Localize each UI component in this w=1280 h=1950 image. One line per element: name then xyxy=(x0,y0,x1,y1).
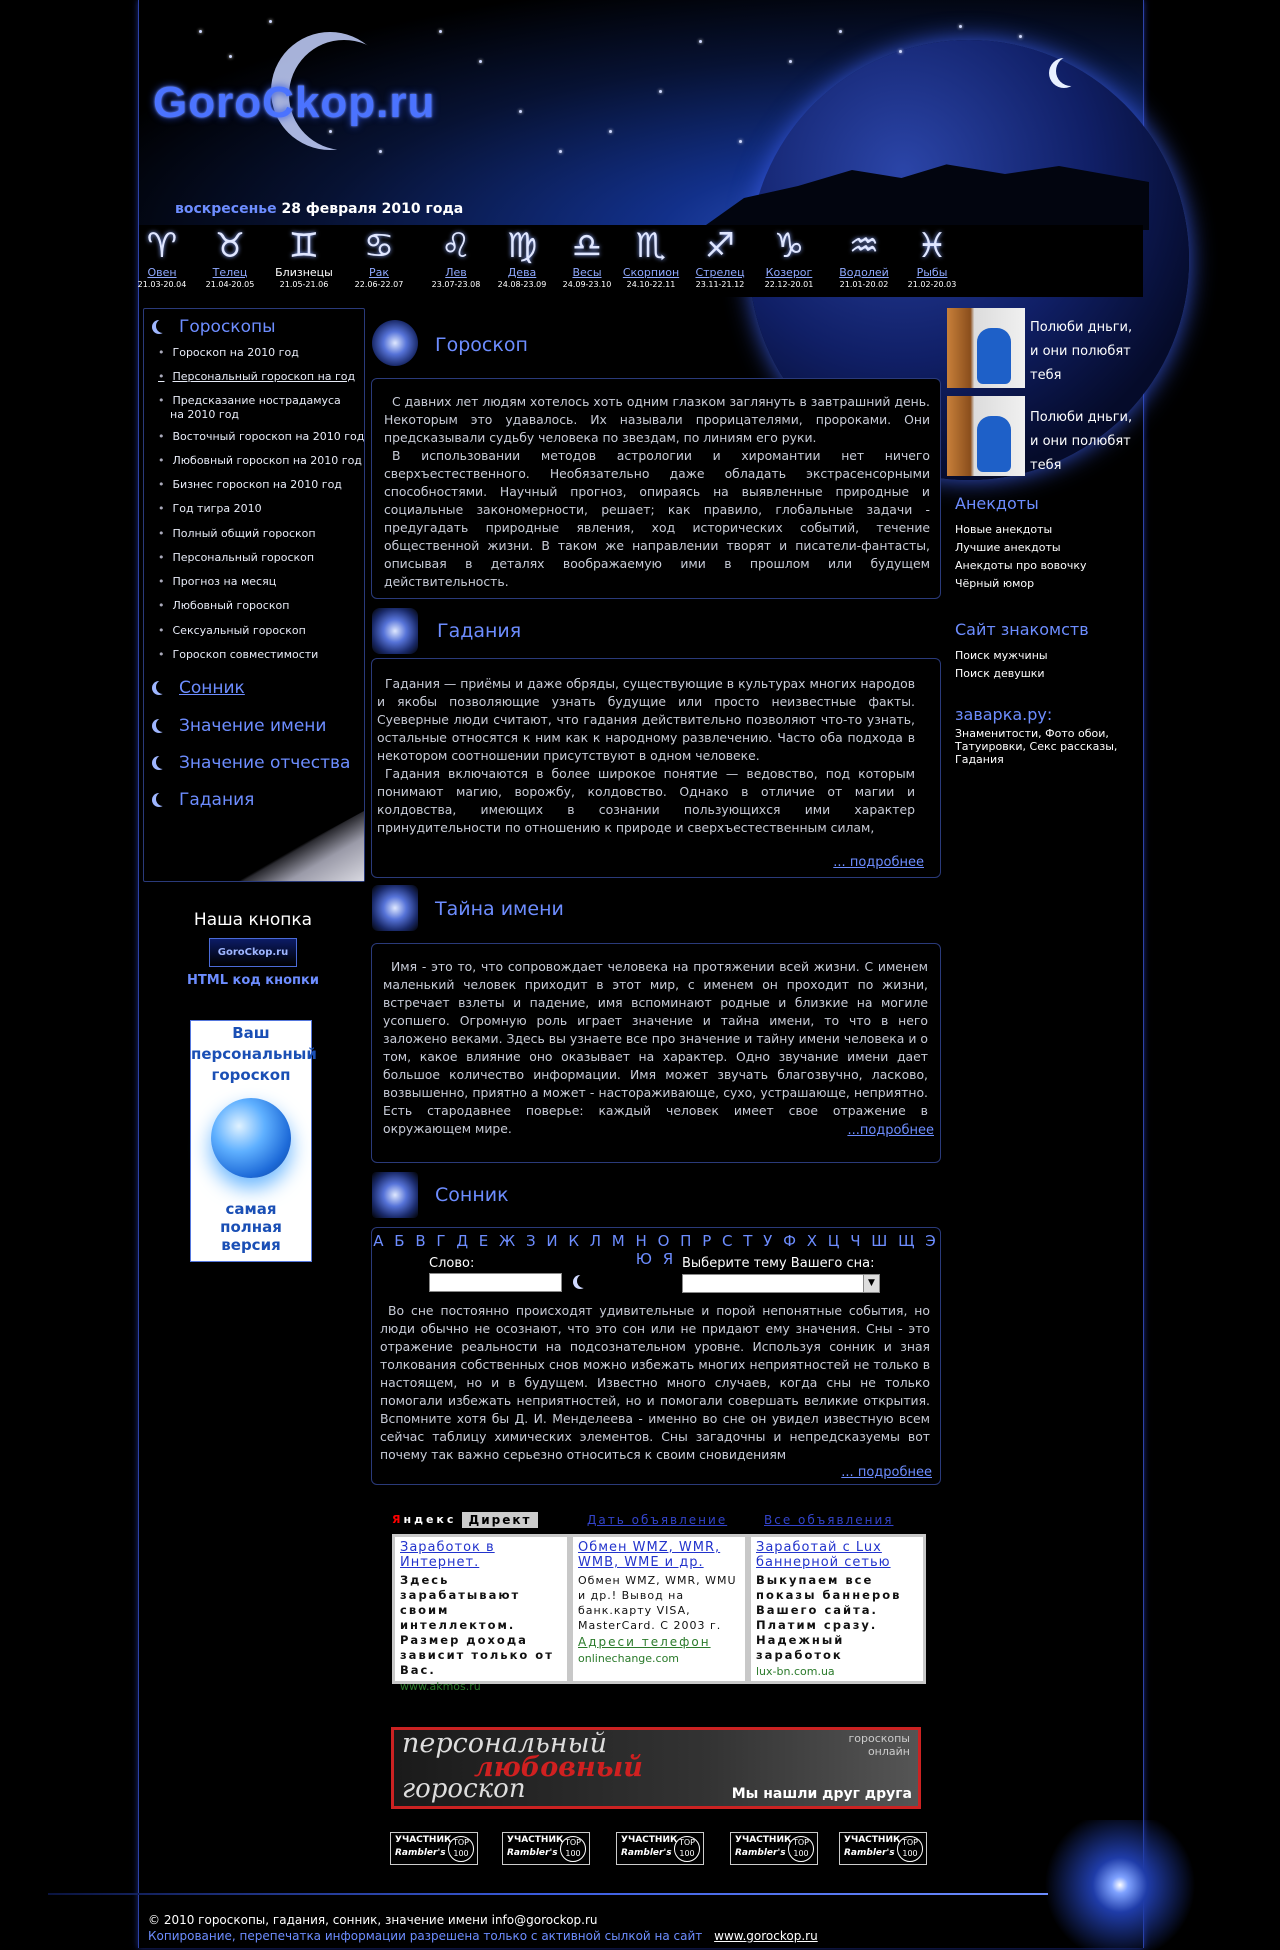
name-secret-more-link[interactable]: ...подробнее xyxy=(847,1123,934,1138)
ad-url[interactable]: www.akmos.ru xyxy=(400,1680,481,1693)
give-ad-link[interactable]: Дать объявление xyxy=(587,1513,728,1527)
moon-icon xyxy=(156,680,170,694)
zodiac-glyph-icon: ♋ xyxy=(363,226,395,266)
zodiac-dates: 21.05-21.06 xyxy=(279,280,329,289)
zodiac-sign[interactable] xyxy=(685,225,755,291)
star-flare-decoration xyxy=(1000,1820,1200,1950)
zodiac-sign[interactable] xyxy=(616,225,686,291)
divination-more-link[interactable]: ... подробнее xyxy=(833,855,924,870)
ad-top-line-2: персональный xyxy=(191,1045,317,1063)
counter-badge: TOP 100 xyxy=(674,1836,700,1862)
zodiac-dates: 24.09-23.10 xyxy=(562,280,612,289)
our-button-block xyxy=(143,910,363,988)
dating-link[interactable]: Поиск девушки xyxy=(955,667,1045,680)
section-title-dreambook: Сонник xyxy=(435,1184,509,1206)
site-button-image[interactable]: GoroCkop.ru xyxy=(209,938,297,967)
menu-item[interactable]: • Любовный гороскоп на 2010 год xyxy=(158,454,362,467)
jokes-link[interactable]: Анекдоты про вовочку xyxy=(955,559,1087,572)
ad-description: Обмен WMZ, WMR, WMU и др.! Вывод на банк.карту VISA, MasterCard. С 2003 г. xyxy=(578,1574,737,1632)
rambler-counter[interactable] xyxy=(390,1832,478,1865)
zodiac-glyph-icon: ♈ xyxy=(146,226,178,266)
zodiac-sign[interactable] xyxy=(552,225,622,291)
counter-badge: TOP 100 xyxy=(897,1836,923,1862)
ad-title[interactable]: Обмен WMZ, WMR, WMB, WME и др. xyxy=(578,1540,721,1570)
yandex-ad-2[interactable] xyxy=(570,1534,748,1684)
jokes-link[interactable]: Лучшие анекдоты xyxy=(955,541,1061,554)
horoscope-box xyxy=(371,378,941,599)
horoscope-paragraph-1: С давних лет людям хотелось хоть одним глазком заглянуть в завтрашний день. Некоторым это удавалось. Их называли прорицателями, пророками. Они предсказывали судьбу человека по звездам, по линиям его руки. xyxy=(384,394,930,445)
zodiac-dates: 23.07-23.08 xyxy=(431,280,481,289)
site-link[interactable]: www.gorockop.ru xyxy=(714,1929,818,1943)
rambler-counter[interactable] xyxy=(502,1832,590,1865)
zodiac-glyph-icon: ♐ xyxy=(704,226,736,266)
menu-item[interactable]: • Персональный гороскоп на год xyxy=(158,370,355,383)
menu-item[interactable]: • Сексуальный гороскоп xyxy=(158,624,306,637)
menu-patronymic-meaning[interactable]: Значение отчества xyxy=(150,753,350,773)
zodiac-dates: 24.10-22.11 xyxy=(626,280,676,289)
zodiac-dates: 22.12-20.01 xyxy=(764,280,814,289)
zodiac-dates: 23.11-21.12 xyxy=(695,280,745,289)
ad-url[interactable]: lux-bn.com.ua xyxy=(756,1665,835,1678)
page-curl-decoration xyxy=(234,811,364,881)
horoscope-paragraph-2: В использовании методов астрологии и хиромантии нет ничего сверхъестественного. Необязательно даже обладать экстрасенсорными способностями. Научный прогноз, опираясь на выявленные природные и социальные закономерности, решает; как правило, глобальные задачи - предугадать природные явления, ход исторических событий, течение общественной жизни. В таком же направлении творят и писатели-фантасты, описывая в деталях воображаемую ими в прошлом или будущем действительность. xyxy=(384,448,930,589)
ad-description: Здесь зарабатывают своим интеллектом. Размер дохода зависит только от Вас. xyxy=(400,1573,554,1677)
zodiac-sign[interactable] xyxy=(344,225,414,291)
jokes-link[interactable]: Чёрный юмор xyxy=(955,577,1035,590)
crystal-ball-icon xyxy=(372,608,418,654)
dream-book-icon xyxy=(372,1172,418,1218)
counter-label: УЧАСТНИК xyxy=(507,1835,564,1845)
zodiac-dates: 21.03-20.04 xyxy=(137,280,187,289)
chevron-down-icon: ▼ xyxy=(863,1275,879,1292)
dating-link[interactable]: Поиск мужчины xyxy=(955,649,1048,662)
rambler-counter[interactable] xyxy=(616,1832,704,1865)
ad-top-line-1: Ваш xyxy=(232,1024,270,1042)
dreambook-alphabet[interactable]: А Б В Г Д Е Ж З И К Л М Н О П Р С Т У Ф Х Ц Ч Ш Щ Э Ю Я xyxy=(373,1232,939,1268)
word-input[interactable] xyxy=(429,1273,562,1292)
zodiac-sign[interactable] xyxy=(754,225,824,291)
menu-item[interactable]: • Любовный гороскоп xyxy=(158,599,289,612)
counter-brand: Rambler's xyxy=(735,1848,786,1858)
counter-badge: TOP 100 xyxy=(448,1836,474,1862)
name-secret-paragraph: Имя - это то, что сопровождает человека на протяжении всей жизни. С именем маленький человек приходит в этот мир, с именем он проходит по жизни, встречает взлеты и падение, имя вспоминают родные и близкие на могиле усопшего. Огромную роль играет значение и тайна имени, то что в него заложено веками. Здесь вы узнаете все про значение и тайну имени человека и о том, какое влияние оно оказывает на характер. Одно звучание имени дает большое количество информации. Имя может звучать благозвучно, ласково, возвышенно, приятно а может - настораживающе, сухо, устрашающе, неприятно. Есть стародавнее поверье: каждый человек имеет свое отражение в окружающем мире. xyxy=(383,959,928,1136)
counter-label: УЧАСТНИК xyxy=(844,1835,901,1845)
zodiac-glyph-icon: ♓ xyxy=(916,226,948,266)
mask-icon xyxy=(372,885,418,931)
zodiac-dates: 24.08-23.09 xyxy=(497,280,547,289)
copyright-text: © 2010 гороскопы, гадания, сонник, значение имени info@gorockop.ru xyxy=(148,1913,598,1927)
zodiac-name[interactable]: Близнецы xyxy=(275,266,333,279)
footer-divider xyxy=(48,1893,1048,1895)
zodiac-name[interactable]: Водолей xyxy=(839,266,889,279)
zavarka-links[interactable]: Знаменитости, Фото обои, Татуировки, Секс рассказы, Гадания xyxy=(955,727,1118,766)
rambler-counter[interactable] xyxy=(839,1832,927,1865)
ad-title[interactable]: Заработай с Lux баннерной сетью xyxy=(756,1540,891,1570)
yandex-direct-tab[interactable]: Директ xyxy=(462,1512,538,1528)
zodiac-glyph-icon: ♎ xyxy=(571,226,603,266)
section-title-divination: Гадания xyxy=(437,620,522,642)
word-label: Слово: xyxy=(429,1256,475,1271)
menu-item[interactable]: на 2010 год xyxy=(170,408,240,421)
current-date xyxy=(175,201,463,217)
rambler-counter[interactable] xyxy=(730,1832,818,1865)
zodiac-name[interactable]: Скорпион xyxy=(622,266,680,279)
zodiac-name[interactable]: Козерог xyxy=(765,266,813,279)
dating-title[interactable]: Сайт знакомств xyxy=(955,620,1089,639)
copy-note-text: Копирование, перепечатка информации разрешена только с активной сылкой на сайт xyxy=(148,1929,703,1943)
menu-item[interactable]: • Гороскоп на 2010 год xyxy=(158,346,299,359)
zodiac-sign[interactable] xyxy=(269,225,339,291)
counter-brand: Rambler's xyxy=(844,1848,895,1858)
divination-paragraph-1: Гадания — приёмы и даже обряды, существующие в культурах многих народов и якобы позволяющие узнать будущие или просто неизвестные факты. Суеверные люди считают, что гадания действительно позволяют что-то узнать, остальные относятся к ним как к народному развлечению. Часто оба подхода в некотором соотношении присутствуют в одном человеке. xyxy=(377,676,915,763)
ad-bottom-line-1: самая xyxy=(225,1200,277,1218)
divination-box xyxy=(371,658,941,878)
horoscope-ad-banner[interactable] xyxy=(190,1020,317,1262)
divination-paragraph-2: Гадания включаются в более широкое понятие — ведовство, под которым понимают магию, ворожбу, колдовство. Однако в отличие от магии и колдовства, имеющих в сознании пользующихся ими характер принудительности по отношению к природе и сверхъестественным силам, xyxy=(377,766,915,835)
zodiac-glyph-icon: ♍ xyxy=(506,226,538,266)
site-logo[interactable]: GoroCkop.ru xyxy=(153,78,436,127)
zodiac-glyph-icon: ♉ xyxy=(214,226,246,266)
search-moon-icon[interactable] xyxy=(577,1274,591,1288)
money-promo-text-1[interactable]: Полюби дньги, и они полюбят тебя xyxy=(1030,320,1133,383)
zodiac-name[interactable]: Телец xyxy=(212,266,248,279)
menu-item[interactable]: • Прогноз на месяц xyxy=(158,575,276,588)
zodiac-name[interactable]: Весы xyxy=(572,266,602,279)
theme-label: Выберите тему Вашего сна: xyxy=(682,1256,875,1271)
counter-badge: TOP 100 xyxy=(788,1836,814,1862)
menu-item[interactable]: • Полный общий гороскоп xyxy=(158,527,316,540)
theme-select[interactable] xyxy=(682,1274,880,1293)
section-title-horoscope: Гороскоп xyxy=(435,334,528,356)
globe-icon xyxy=(211,1098,291,1178)
yandex-ad-1[interactable] xyxy=(392,1534,570,1693)
zodiac-dates: 21.02-20.03 xyxy=(907,280,957,289)
ad-title[interactable]: Заработок в Интернет. xyxy=(400,1540,495,1570)
zodiac-name[interactable]: Рыбы xyxy=(916,266,948,279)
date-text: 28 февраля 2010 года xyxy=(281,201,464,217)
counter-label: УЧАСТНИК xyxy=(735,1835,792,1845)
small-moon-icon xyxy=(1056,56,1086,86)
jokes-link[interactable]: Новые анекдоты xyxy=(955,523,1053,536)
counter-brand: Rambler's xyxy=(507,1848,558,1858)
zodiac-wheel-icon xyxy=(372,320,418,366)
zodiac-glyph-icon: ♑ xyxy=(773,226,805,266)
zodiac-sign[interactable] xyxy=(487,225,557,291)
left-menu xyxy=(143,308,365,882)
ad-bottom-line-2: полная версия xyxy=(220,1218,282,1254)
menu-dreambook[interactable]: Сонник xyxy=(150,678,245,698)
yandex-logo[interactable]: Яндекс xyxy=(392,1513,457,1526)
header-banner xyxy=(139,0,1143,225)
menu-item[interactable]: • Предсказание нострадамуса xyxy=(158,394,341,407)
our-button-title: Наша кнопка xyxy=(193,910,313,930)
counter-label: УЧАСТНИК xyxy=(395,1835,452,1845)
zodiac-sign[interactable] xyxy=(127,225,197,291)
zavarka-title[interactable]: заварка.ру: xyxy=(955,705,1053,724)
menu-item[interactable]: • Год тигра 2010 xyxy=(158,502,262,515)
zodiac-dates: 21.01-20.02 xyxy=(839,280,889,289)
zodiac-sign[interactable] xyxy=(421,225,491,291)
counter-label: УЧАСТНИК xyxy=(621,1835,678,1845)
menu-item[interactable]: • Гороскоп совместимости xyxy=(158,648,318,661)
section-title-name-secret: Тайна имени xyxy=(435,898,564,920)
dreambook-box xyxy=(371,1227,941,1485)
moon-icon xyxy=(156,792,170,806)
dreambook-more-link[interactable]: ... подробнее xyxy=(841,1465,932,1480)
moon-icon xyxy=(156,755,170,769)
banner-corner-text: гороскопы онлайн xyxy=(848,1732,910,1758)
counter-badge: TOP 100 xyxy=(560,1836,586,1862)
menu-name-meaning[interactable]: Значение имени xyxy=(150,716,326,736)
zodiac-bar xyxy=(139,225,1143,297)
moon-icon xyxy=(156,718,170,732)
html-code-link[interactable]: HTML код кнопки xyxy=(187,973,319,988)
ad-address-link[interactable]: Адреси телефон xyxy=(578,1635,711,1649)
zodiac-name[interactable]: Овен xyxy=(147,266,177,279)
yandex-ad-3[interactable] xyxy=(748,1534,926,1684)
zodiac-dates: 21.04-20.05 xyxy=(205,280,255,289)
figure-icon xyxy=(977,416,1011,472)
menu-item[interactable]: • Персональный гороскоп xyxy=(158,551,314,564)
zodiac-name[interactable]: Стрелец xyxy=(695,266,745,279)
zodiac-glyph-icon: ♊ xyxy=(288,226,320,266)
menu-horoscopes-title[interactable]: Гороскопы xyxy=(150,317,276,337)
money-promo-image[interactable] xyxy=(947,396,1025,476)
banner-slogan: Мы нашли друг друга xyxy=(731,1786,912,1802)
zodiac-glyph-icon: ♒ xyxy=(848,226,880,266)
zodiac-glyph-icon: ♌ xyxy=(440,226,472,266)
ad-url[interactable]: onlinechange.com xyxy=(578,1652,680,1665)
zodiac-name[interactable]: Рак xyxy=(368,266,390,279)
banner-line-3: гороскоп xyxy=(402,1774,526,1804)
zodiac-sign[interactable] xyxy=(897,225,967,291)
jokes-title[interactable]: Анекдоты xyxy=(955,494,1039,513)
zodiac-name[interactable]: Дева xyxy=(507,266,537,279)
counter-brand: Rambler's xyxy=(621,1848,672,1858)
money-promo-text-2[interactable]: Полюби дньги, и они полюбят тебя xyxy=(1030,410,1133,473)
moon-icon xyxy=(156,319,170,333)
zodiac-sign[interactable] xyxy=(195,225,265,291)
banner-line-2: любовный xyxy=(474,1752,643,1783)
counter-brand: Rambler's xyxy=(395,1848,446,1858)
zodiac-dates: 22.06-22.07 xyxy=(354,280,404,289)
menu-item[interactable]: • Восточный гороскоп на 2010 год xyxy=(158,430,364,443)
name-secret-box xyxy=(371,943,941,1163)
ad-top-line-3: гороскоп xyxy=(211,1066,291,1084)
love-horoscope-banner[interactable] xyxy=(391,1727,921,1809)
menu-divination[interactable]: Гадания xyxy=(150,790,254,810)
zodiac-sign[interactable] xyxy=(829,225,899,291)
copy-note xyxy=(148,1929,818,1943)
zodiac-glyph-icon: ♏ xyxy=(635,226,667,266)
zodiac-name[interactable]: Лев xyxy=(445,266,467,279)
all-ads-link[interactable]: Все объявления xyxy=(764,1513,894,1527)
dreambook-paragraph: Во сне постоянно происходят удивительные и порой непонятные события, но люди обычно не осознают, что это сон или не придают ему значения. Сны - это отражение реальности на подсознательном уровне. Используя сонник и зная толкования собственных снов можно избежать многих неприятностей не только в настоящем, но и в будущем. Известно много случаев, когда сны не только помогали избежать неприятностей, но и помогали совершать великие открытия. Вспомните хотя бы Д. И. Менделеева - именно во сне он увидел известную всем сейчас таблицу химических элементов. Сны загадочны и непредсказуемы вот почему так важно серьезно относиться к своим сновидениям xyxy=(380,1303,930,1462)
figure-icon xyxy=(977,328,1011,384)
day-of-week: воскресенье xyxy=(175,201,277,217)
menu-item[interactable]: • Бизнес гороскоп на 2010 год xyxy=(158,478,342,491)
banner-line-1: персональный xyxy=(402,1728,607,1759)
ad-description: Выкупаем все показы баннеров Вашего сайта. Платим сразу. Надежный заработок xyxy=(756,1573,902,1662)
money-promo-image[interactable] xyxy=(947,308,1025,388)
